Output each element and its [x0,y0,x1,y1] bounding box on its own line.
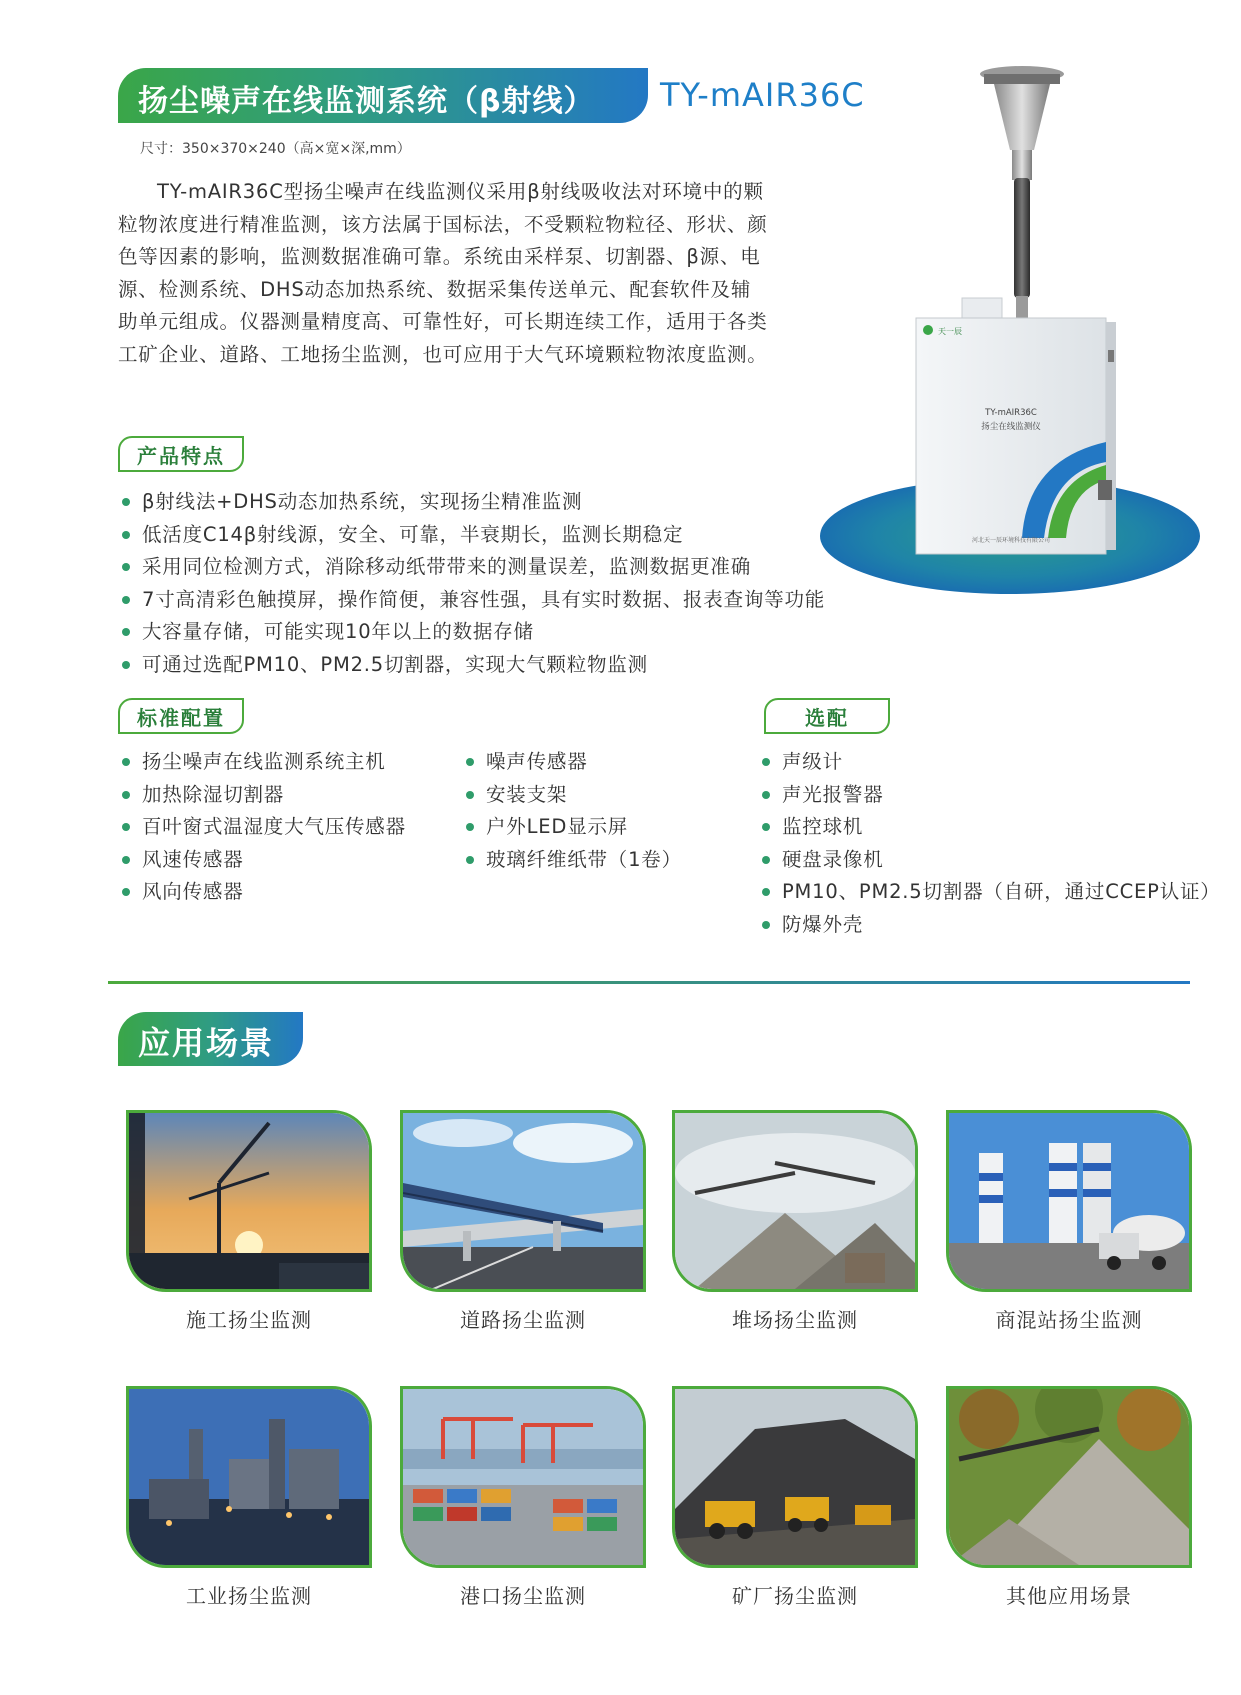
svg-text:天一辰: 天一辰 [938,327,962,336]
svg-text:河北天一辰环境科技有限公司: 河北天一辰环境科技有限公司 [971,537,1051,544]
scene-caption: 矿厂扬尘监测 [732,1584,858,1608]
scene-caption: 其他应用场景 [1006,1584,1132,1608]
applications-title: 应用场景 [138,1024,275,1062]
list-item: 硬盘录像机 [760,844,1130,877]
list-item: 防爆外壳 [760,909,1130,942]
gravel-pile-scene [946,1386,1192,1568]
list-item: β射线法+DHS动态加热系统，实现扬尘精准监测 [120,486,825,519]
scene-caption: 港口扬尘监测 [460,1584,586,1608]
list-item: 扬尘噪声在线监测系统主机 [120,746,406,779]
list-item: 可通过选配PM10、PM2.5切割器，实现大气颗粒物监测 [120,649,825,682]
features-label: 产品特点 [118,436,244,472]
list-item: PM10、PM2.5切割器（自研，通过CCEP认证） [760,876,1130,909]
section-divider [108,981,1190,984]
page-title: 扬尘噪声在线监测系统（β射线） [138,84,595,119]
list-item: 加热除湿切割器 [120,779,406,812]
industrial-plant-scene [126,1386,372,1568]
scene-caption: 道路扬尘监测 [460,1308,586,1332]
standard-config-label: 标准配置 [118,698,244,734]
product-description: TY-mAIR36C型扬尘噪声在线监测仪采用β射线吸收法对环境中的颗粒物浓度进行精准监测，该方法属于国标法，不受颗粒物粒径、形状、颜色等因素的影响，监测数据准确可靠。系统由采样泵、切割器、β源、电源、检测系统、DHS动态加热系统、数据采集传送单元、配套软件及辅助单元组成。仪器测量精度高、可靠性好，可长期连续工作，适用于各类工矿企业、道路、工地扬尘监测，也可应用于大气环境颗粒物浓度监测。 [118,180,768,366]
mining-scene [672,1386,918,1568]
standard-config-col1 [120,746,406,909]
list-item: 风速传感器 [120,844,406,877]
features-list [120,486,825,681]
stockpile-scene [672,1110,918,1292]
list-item: 玻璃纤维纸带（1卷） [464,844,682,877]
optional-config-label: 选配 [764,698,890,734]
product-image [812,60,1202,620]
list-item: 监控球机 [760,811,1130,844]
model-number: TY-mAIR36C [660,76,865,114]
svg-text:TY-mAIR36C: TY-mAIR36C [985,408,1037,418]
scene-caption: 堆场扬尘监测 [732,1308,858,1332]
list-item: 噪声传感器 [464,746,682,779]
dimensions-text: 尺寸：350×370×240（高×宽×深,mm） [140,141,411,157]
list-item: 户外LED显示屏 [464,811,682,844]
list-item: 百叶窗式温湿度大气压传感器 [120,811,406,844]
port-container-scene [400,1386,646,1568]
optional-config-list [760,746,1221,941]
scene-caption: 工业扬尘监测 [186,1584,312,1608]
list-item: 低活度C14β射线源，安全、可靠，半衰期长，监测长期稳定 [120,519,825,552]
concrete-plant-scene [946,1110,1192,1292]
standard-config-col2 [464,746,682,876]
list-item: 安装支架 [464,779,682,812]
list-item: 大容量存储，可能实现10年以上的数据存储 [120,616,825,649]
construction-crane-scene [126,1110,372,1292]
list-item: 风向传感器 [120,876,406,909]
list-item: 采用同位检测方式，消除移动纸带带来的测量误差，监测数据更准确 [120,551,825,584]
list-item: 声光报警器 [760,779,1130,812]
list-item: 声级计 [760,746,1130,779]
road-bridge-scene [400,1110,646,1292]
scene-caption: 商混站扬尘监测 [995,1308,1143,1332]
scene-caption: 施工扬尘监测 [186,1308,312,1332]
list-item: 7寸高清彩色触摸屏，操作简便，兼容性强，具有实时数据、报表查询等功能 [120,584,825,617]
svg-text:扬尘在线监测仪: 扬尘在线监测仪 [981,422,1041,432]
